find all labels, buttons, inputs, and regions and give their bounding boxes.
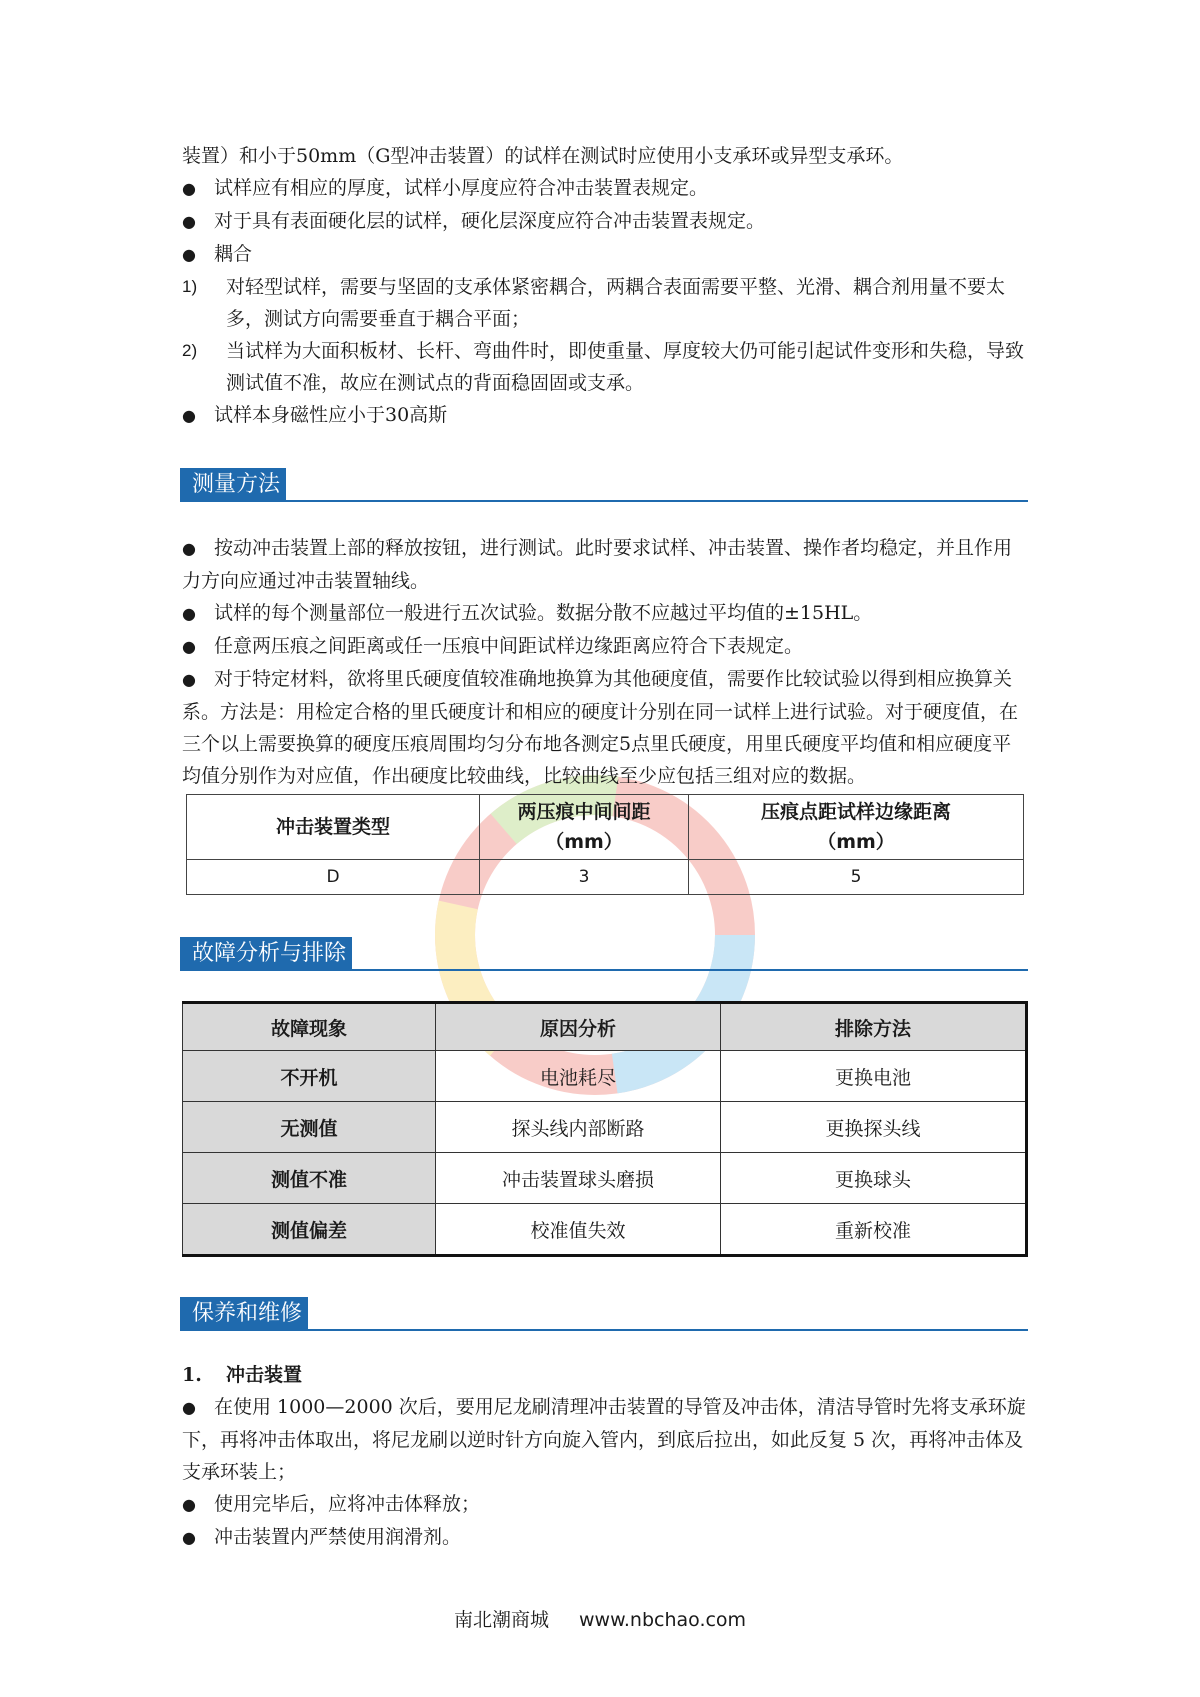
table-cell: 测值不准: [183, 1153, 436, 1204]
section-heading-measurement: [182, 468, 1028, 502]
table-cell: 更换电池: [721, 1051, 1027, 1102]
table-cell: 探头线内部断路: [436, 1102, 721, 1153]
bullet-icon: ●: [182, 670, 196, 689]
section-title: 故障分析与排除: [180, 937, 352, 971]
table-cell: 冲击装置球头磨损: [436, 1153, 721, 1204]
heading-rule: [180, 1329, 1028, 1331]
table-header-cell: 故障现象: [183, 1003, 436, 1051]
bullet-icon: ●: [182, 1398, 196, 1417]
maintenance-block: [182, 1359, 1028, 1554]
intro-block: [182, 140, 1028, 432]
distance-table: [186, 794, 1024, 895]
footer-brand: 南北潮商城: [453, 1609, 549, 1631]
table-header-row: [187, 795, 1024, 860]
section-title: 保养和维修: [180, 1297, 308, 1331]
page-footer: [0, 1605, 1200, 1632]
heading-rule: [180, 969, 1028, 971]
section-heading-troubleshooting: [182, 937, 1028, 971]
list-item: ● 冲击装置内严禁使用润滑剂。: [182, 1521, 1028, 1554]
list-item: ● 对于特定材料，欲将里氏硬度值较准确地换算为其他硬度值，需要作比较试验以得到相应换算关系。方法是：用检定合格的里氏硬度计和相应的硬度计分别在同一试样上进行试验。对于硬度值，在三个以上需要换算的硬度压痕周围均匀分布地各测定5点里氏硬度，用里氏硬度平均值和相应硬度平均值分别作为对应值，作出硬度比较曲线，比较曲线至少应包括三组对应的数据。: [182, 663, 1028, 792]
table-row: [183, 1051, 1027, 1102]
table-header-cell: 冲击装置类型: [187, 795, 480, 860]
table-cell: D: [187, 860, 480, 895]
table-row: [187, 860, 1024, 895]
bullet-icon: ●: [182, 245, 196, 264]
troubleshooting-table: [182, 1001, 1028, 1257]
measurement-block: [182, 532, 1028, 792]
table-row: [183, 1153, 1027, 1204]
list-item: ● 试样应有相应的厚度，试样小厚度应符合冲击装置表规定。: [182, 172, 1028, 205]
list-item: ● 使用完毕后，应将冲击体释放；: [182, 1488, 1028, 1521]
bullet-icon: ●: [182, 406, 196, 425]
section-heading-maintenance: [182, 1297, 1028, 1331]
table-cell: 更换球头: [721, 1153, 1027, 1204]
table-cell: 无测值: [183, 1102, 436, 1153]
list-item: ● 按动冲击装置上部的释放按钮，进行测试。此时要求试样、冲击装置、操作者均稳定，并且作用力方向应通过冲击装置轴线。: [182, 532, 1028, 597]
section-title: 测量方法: [180, 468, 286, 502]
table-cell: 电池耗尽: [436, 1051, 721, 1102]
table-header-cell: 两压痕中间间距 （mm）: [480, 795, 689, 860]
list-item: ● 任意两压痕之间距离或任一压痕中间距试样边缘距离应符合下表规定。: [182, 630, 1028, 663]
subsection-title: 1. 冲击装置: [182, 1364, 303, 1386]
numbered-item: 2) 当试样为大面积板材、长杆、弯曲件时，即使重量、厚度较大仍可能引起试件变形和失稳，导致测试值不准，故应在测试点的背面稳固固或支承。: [182, 340, 1025, 394]
intro-line: 装置）和小于50mm（G型冲击装置）的试样在测试时应使用小支承环或异型支承环。: [182, 145, 904, 167]
bullet-icon: ●: [182, 1495, 196, 1514]
table-row: [183, 1204, 1027, 1256]
table-header-row: [183, 1003, 1027, 1051]
table-cell: 3: [480, 860, 689, 895]
list-item: ● 耦合: [182, 238, 1028, 271]
list-item: ● 对于具有表面硬化层的试样，硬化层深度应符合冲击装置表规定。: [182, 205, 1028, 238]
bullet-icon: ●: [182, 539, 196, 558]
table-cell: 5: [689, 860, 1024, 895]
bullet-icon: ●: [182, 179, 196, 198]
table-cell: 不开机: [183, 1051, 436, 1102]
bullet-icon: ●: [182, 637, 196, 656]
numbered-item: 1) 对轻型试样，需要与坚固的支承体紧密耦合，两耦合表面需要平整、光滑、耦合剂用量不要太多，测试方向需要垂直于耦合平面；: [182, 276, 1006, 330]
table-cell: 校准值失效: [436, 1204, 721, 1256]
table-header-cell: 压痕点距试样边缘距离 （mm）: [689, 795, 1024, 860]
footer-url[interactable]: www.nbchao.com: [579, 1609, 747, 1631]
bullet-icon: ●: [182, 604, 196, 623]
heading-rule: [180, 500, 1028, 502]
list-item: ● 试样本身磁性应小于30高斯: [182, 399, 1028, 432]
list-item: ● 在使用 1000—2000 次后，要用尼龙刷清理冲击装置的导管及冲击体，清洁导管时先将支承环旋下，再将冲击体取出，将尼龙刷以逆时针方向旋入管内，到底后拉出，如此反复 5 次，再将冲击体及支承环装上；: [182, 1391, 1028, 1488]
table-cell: 重新校准: [721, 1204, 1027, 1256]
table-header-cell: 原因分析: [436, 1003, 721, 1051]
bullet-icon: ●: [182, 212, 196, 231]
table-cell: 更换探头线: [721, 1102, 1027, 1153]
table-header-cell: 排除方法: [721, 1003, 1027, 1051]
document-page: [182, 140, 1028, 1554]
bullet-icon: ●: [182, 1528, 196, 1547]
list-item: ● 试样的每个测量部位一般进行五次试验。数据分散不应越过平均值的±15HL。: [182, 597, 1028, 630]
table-row: [183, 1102, 1027, 1153]
table-cell: 测值偏差: [183, 1204, 436, 1256]
